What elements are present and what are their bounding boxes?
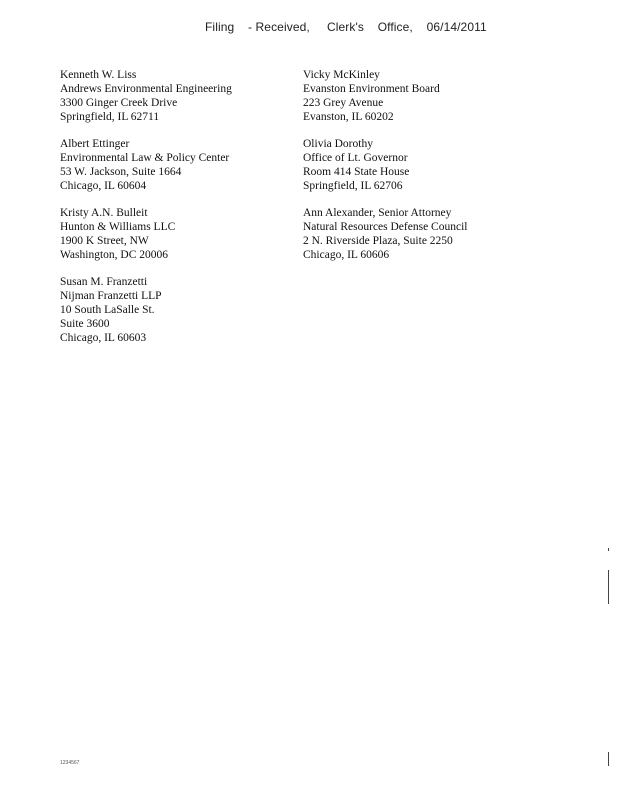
recipient-street: 10 South LaSalle St. xyxy=(60,304,155,316)
recipient-street: 223 Grey Avenue xyxy=(303,97,384,109)
address-block-liss xyxy=(60,68,232,124)
service-list-left-column xyxy=(60,68,232,358)
recipient-organization: Hunton & Williams LLC xyxy=(60,221,176,233)
recipient-street: 2 N. Riverside Plaza, Suite 2250 xyxy=(303,235,453,247)
recipient-organization: Natural Resources Defense Council xyxy=(303,221,468,233)
recipient-name: Kristy A.N. Bulleit xyxy=(60,207,148,219)
recipient-name: Albert Ettinger xyxy=(60,138,130,150)
recipient-street: Room 414 State House xyxy=(303,166,410,178)
recipient-city: Chicago, IL 60606 xyxy=(303,249,390,261)
recipient-organization: Environmental Law & Policy Center xyxy=(60,152,230,164)
address-block-franzetti xyxy=(60,275,232,345)
document-footer-code: 1234567 xyxy=(60,760,80,766)
address-block-mckinley xyxy=(303,68,467,124)
recipient-organization: Andrews Environmental Engineering xyxy=(60,83,232,95)
recipient-street: 1900 K Street, NW xyxy=(60,235,149,247)
address-block-alexander xyxy=(303,206,467,262)
recipient-name: Susan M. Franzetti xyxy=(60,276,148,288)
recipient-city: Chicago, IL 60603 xyxy=(60,332,147,344)
scan-edge-mark xyxy=(608,570,609,604)
recipient-city: Springfield, IL 62711 xyxy=(60,111,160,123)
filing-stamp-header: Filing - Received, Clerk's Office, 06/14/2011 xyxy=(205,20,487,34)
recipient-city: Evanston, IL 60202 xyxy=(303,111,394,123)
service-list-right-column xyxy=(303,68,467,275)
recipient-organization: Nijman Franzetti LLP xyxy=(60,290,162,302)
address-block-bulleit xyxy=(60,206,232,262)
recipient-name: Ann Alexander, Senior Attorney xyxy=(303,207,452,219)
recipient-city: Springfield, IL 62706 xyxy=(303,180,403,192)
recipient-suite: Suite 3600 xyxy=(60,318,110,330)
recipient-name: Olivia Dorothy xyxy=(303,138,373,150)
recipient-city: Washington, DC 20006 xyxy=(60,249,169,261)
recipient-name: Kenneth W. Liss xyxy=(60,69,137,81)
recipient-organization: Evanston Environment Board xyxy=(303,83,440,95)
scan-edge-mark xyxy=(608,752,609,766)
recipient-name: Vicky McKinley xyxy=(303,69,380,81)
recipient-city: Chicago, IL 60604 xyxy=(60,180,147,192)
address-block-ettinger xyxy=(60,137,232,193)
recipient-street: 3300 Ginger Creek Drive xyxy=(60,97,178,109)
address-block-dorothy xyxy=(303,137,467,193)
scan-edge-mark xyxy=(608,548,609,551)
recipient-organization: Office of Lt. Governor xyxy=(303,152,408,164)
recipient-street: 53 W. Jackson, Suite 1664 xyxy=(60,166,182,178)
